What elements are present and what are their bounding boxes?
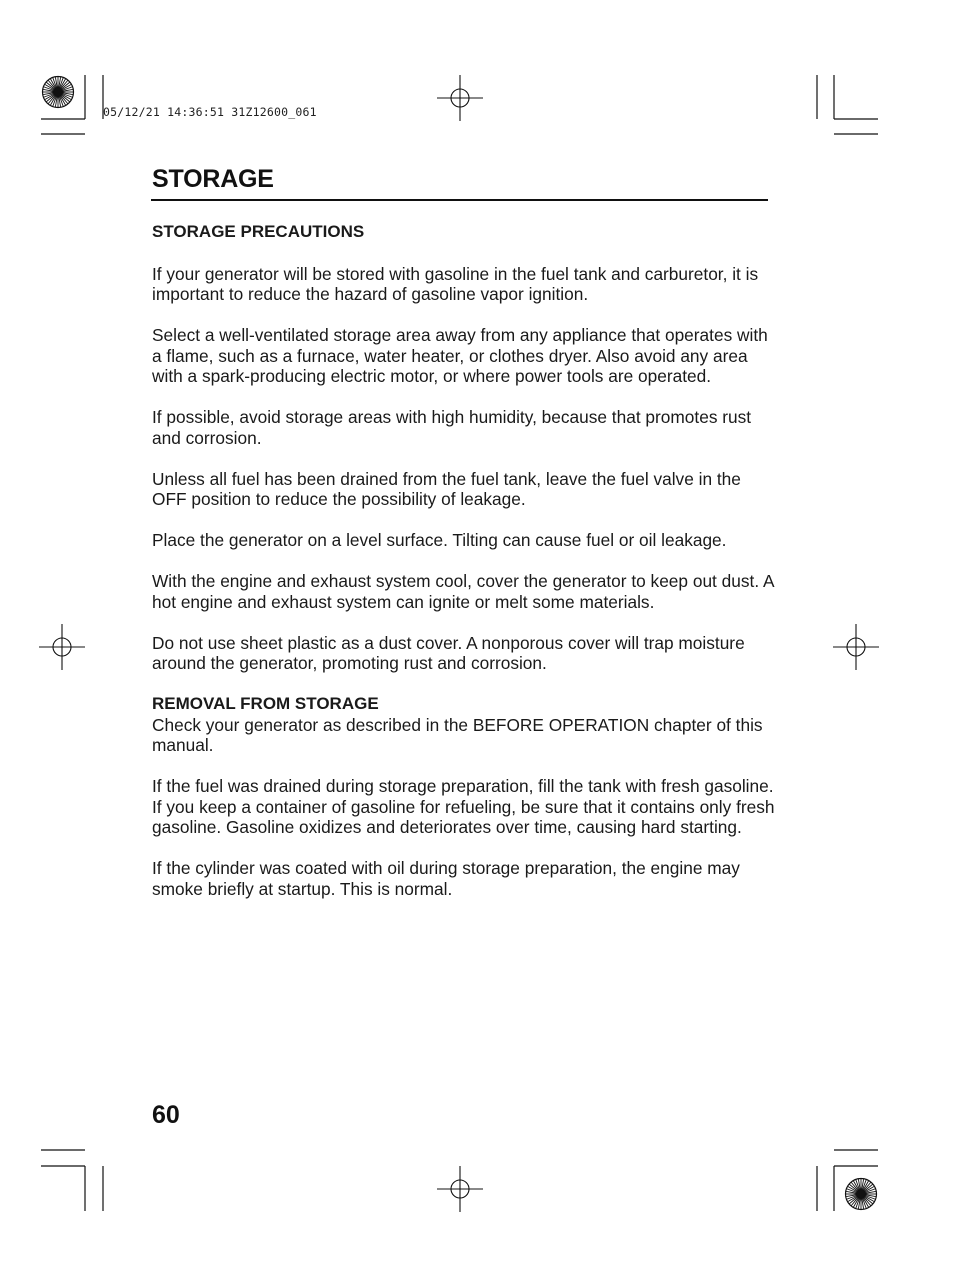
paragraph: If your generator will be stored with gasoline in the fuel tank and carburetor, it is important to reduce the hazard of gasoline vapor ignition. (152, 263, 759, 304)
section-heading-removal-from-storage: REMOVAL FROM STORAGE (152, 694, 379, 713)
registration-crosshair-icon (39, 624, 85, 670)
page-body (152, 222, 777, 920)
paragraph: If the fuel was drained during storage preparation, fill the tank with fresh gasoline. If you keep a container of gasoline for refueling, be sure that it contains only fresh gasoline. Gasoline oxidizes and deteriorates over time, causing hard starting. (152, 776, 775, 837)
page-title: STORAGE (152, 165, 274, 193)
paragraph: Place the generator on a level surface. Tilting can cause fuel or oil leakage. (152, 530, 727, 550)
paragraph: If possible, avoid storage areas with high humidity, because that promotes rust and corrosion. (152, 407, 752, 448)
registration-crosshair-icon (437, 1166, 483, 1212)
paragraph: Unless all fuel has been drained from the fuel tank, leave the fuel valve in the OFF position to reduce the possibility of leakage. (152, 468, 741, 509)
section-heading-storage-precautions: STORAGE PRECAUTIONS (152, 222, 365, 241)
print-stamp: 05/12/21 14:36:51 31Z12600_061 (103, 105, 317, 119)
paragraph: Check your generator as described in the BEFORE OPERATION chapter of this manual. (152, 714, 763, 755)
page-number: 60 (152, 1101, 180, 1129)
paragraph: Do not use sheet plastic as a dust cover. A nonporous cover will trap moisture around the generator, promoting rust and corrosion. (152, 632, 745, 673)
paragraph: If the cylinder was coated with oil during storage preparation, the engine may smoke briefly at startup. This is normal. (152, 858, 740, 899)
registration-crosshair-icon (437, 75, 483, 121)
starburst-registration-icon (844, 1177, 878, 1211)
paragraph: Select a well-ventilated storage area away from any appliance that operates with a flame, such as a furnace, water heater, or clothes dryer. Also avoid any area with a spark-producing electric motor, or where power tools are operated. (152, 325, 768, 386)
starburst-registration-icon (41, 75, 75, 109)
registration-crosshair-icon (833, 624, 879, 670)
paragraph: With the engine and exhaust system cool, cover the generator to keep out dust. A hot engine and exhaust system can ignite or melt some materials. (152, 571, 774, 612)
title-divider (151, 199, 768, 201)
